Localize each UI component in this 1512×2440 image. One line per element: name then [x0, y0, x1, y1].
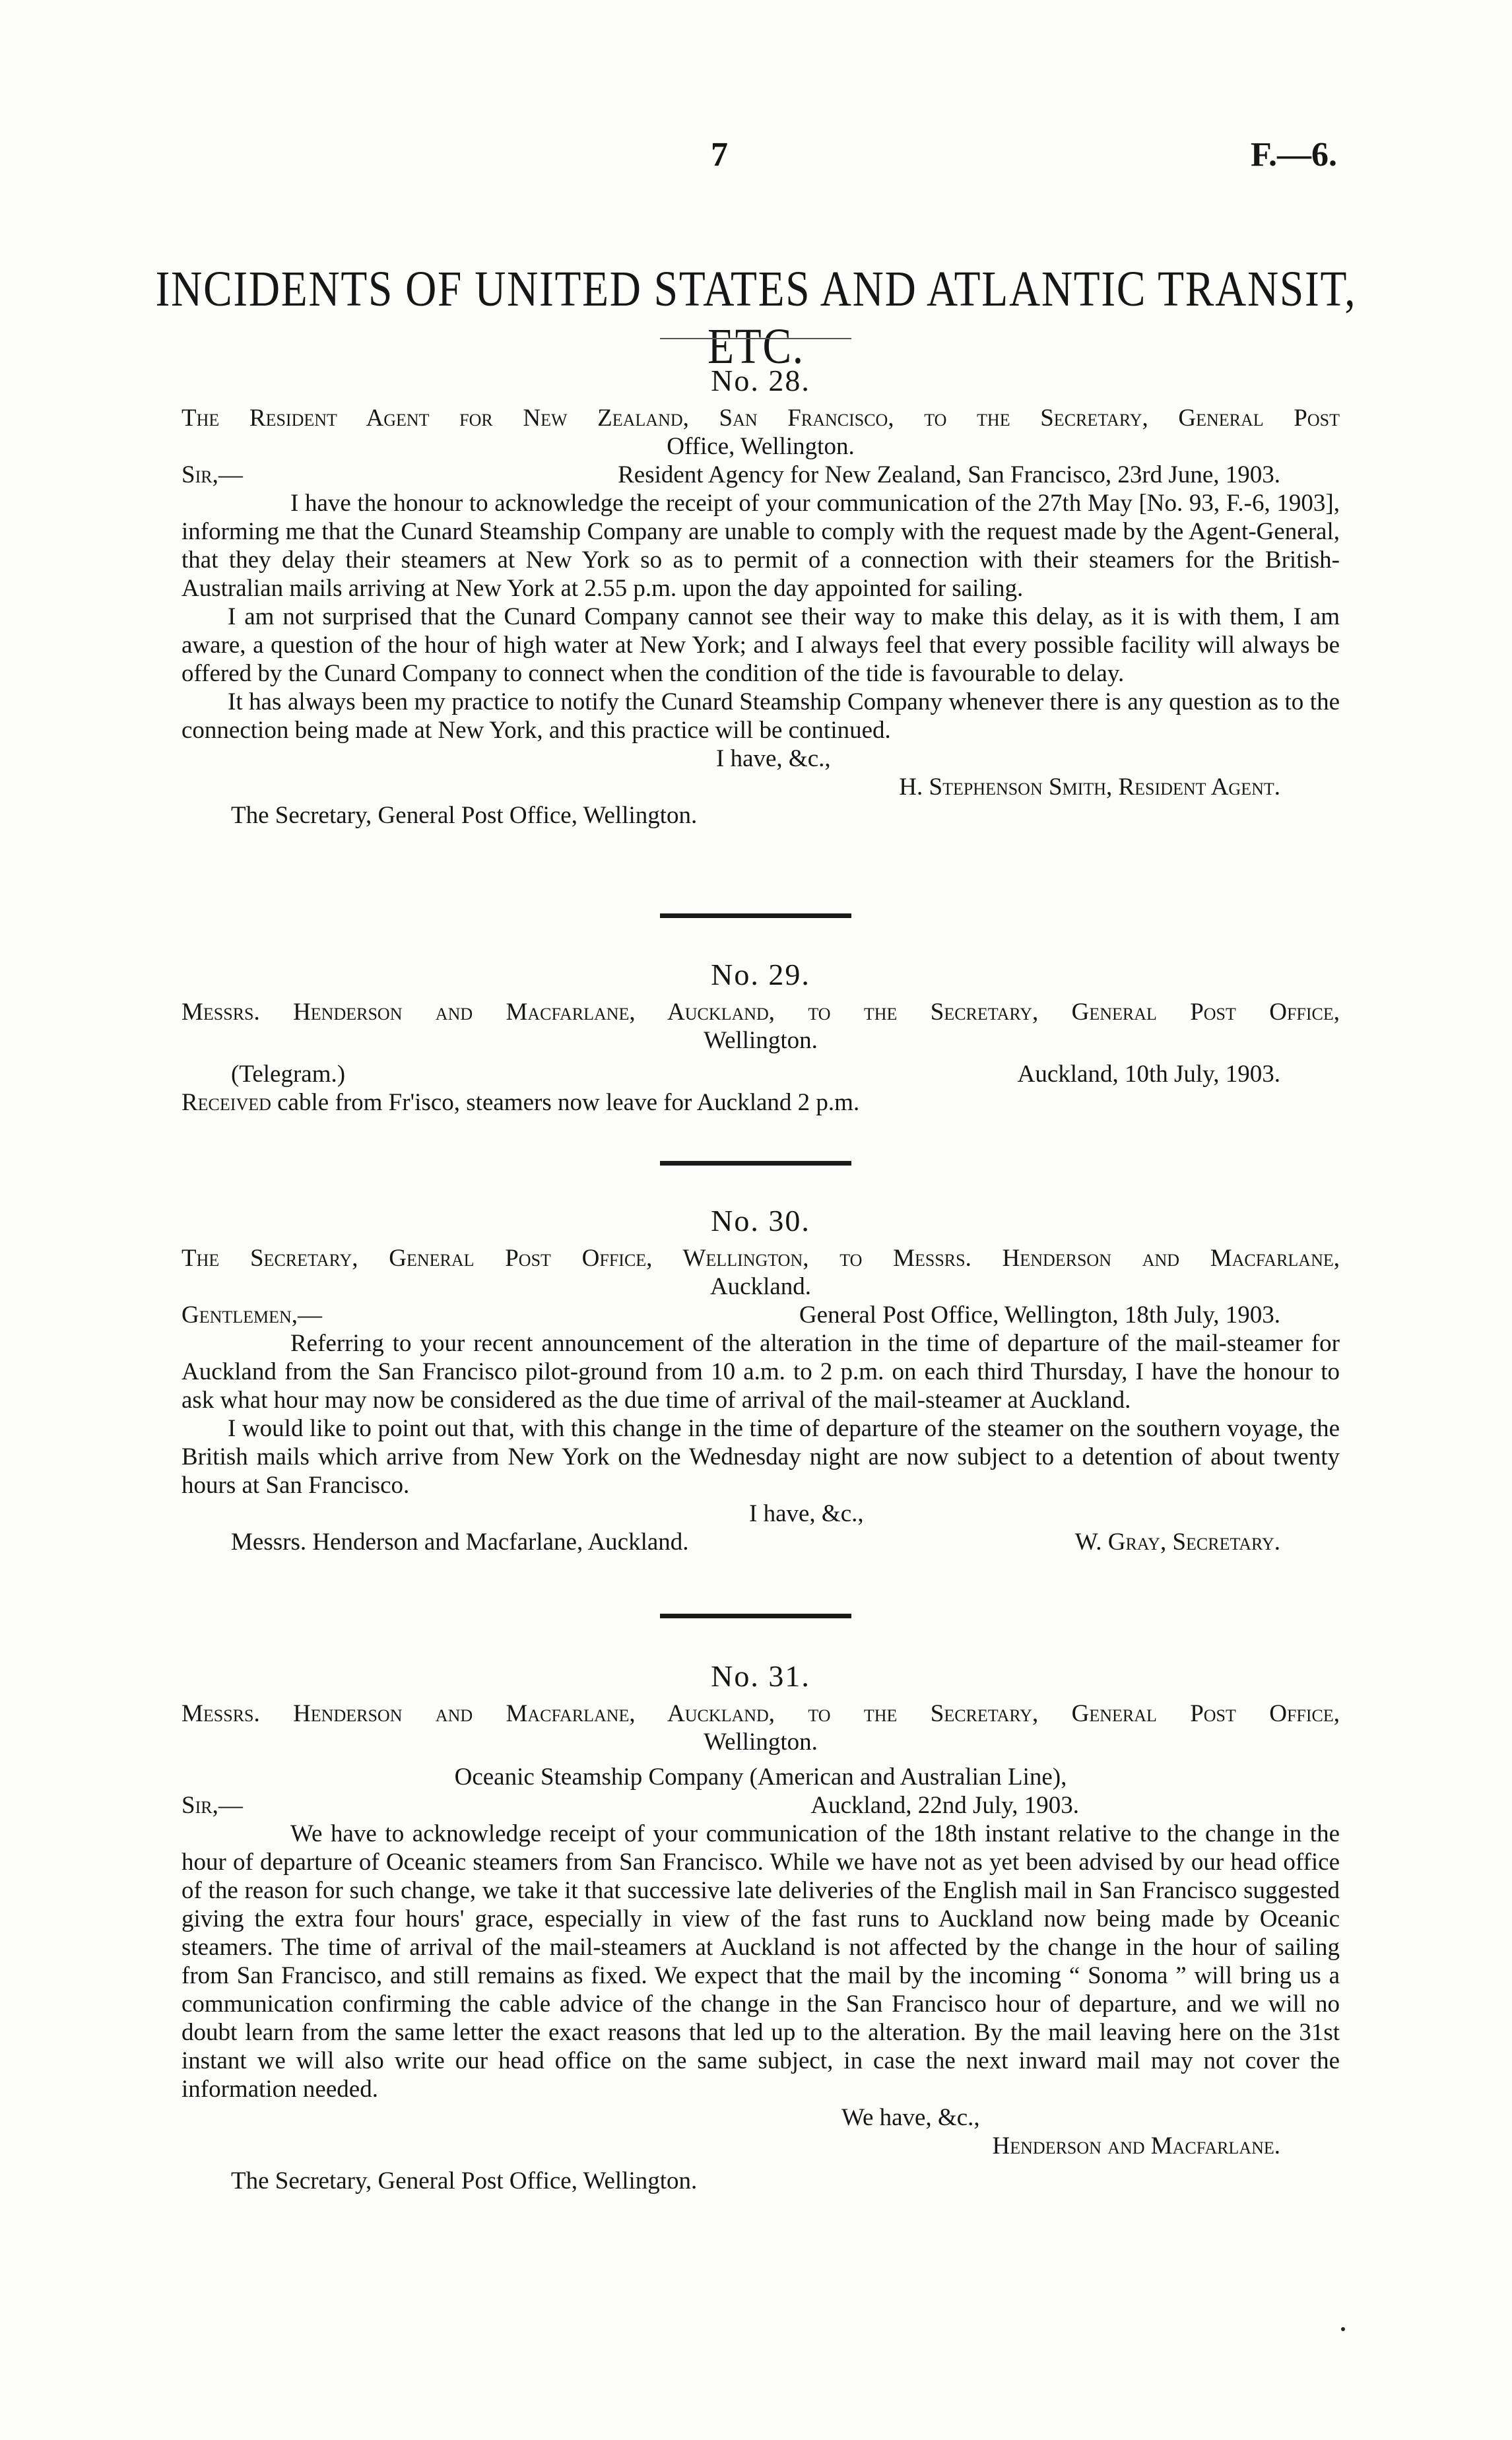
section-divider [660, 1161, 851, 1166]
dateline: Resident Agency for New Zealand, San Francisco, 23rd June, 1903. [618, 461, 1280, 488]
signature: H. Stephenson Smith, Resident Agent. [899, 774, 1280, 801]
addressee: The Secretary, General Post Office, Wellington. [231, 2167, 698, 2194]
telegram-text: cable from Fr'isco, steamers now leave for Auckland 2 p.m. [277, 1089, 860, 1116]
paragraph: It has always been my practice to notify the Cunard Steamship Company whenever there is any question as to the connection being made at New York, and this practice will be continued. [181, 688, 1340, 744]
section-divider [660, 1614, 851, 1618]
main-title: INCIDENTS OF UNITED STATES AND ATLANTIC TRANSIT, ETC. [155, 261, 1357, 374]
addressee: Messrs. Henderson and Macfarlane, Auckland. [231, 1529, 689, 1556]
signature: Henderson and Macfarlane. [992, 2132, 1280, 2160]
section-number: No. 28. [711, 364, 810, 397]
section-no-30 [181, 1206, 1340, 1556]
paragraph: Referring to your recent announcement of the alteration in the time of departure of the mail-steamer for Auckland from the San Francisco pilot-ground from 10 a.m. to 2 p.m. on each third Thursday, I have the honour to ask what hour may now be considered as the due time of arrival of the mail-steamer at Auckland. [181, 1330, 1340, 1414]
title-rule [660, 338, 851, 339]
document-reference: F.—6. [1251, 136, 1337, 174]
closing: I have, &c., [749, 1500, 864, 1527]
section-heading: Messrs. Henderson and Macfarlane, Auckland, to the Secretary, General Post Office, [181, 1700, 1340, 1727]
section-number: No. 30. [711, 1204, 810, 1237]
salutation: Gentlemen,— [181, 1302, 323, 1329]
dateline-date: Auckland, 22nd July, 1903. [810, 1792, 1079, 1819]
dateline: Oceanic Steamship Company (American and Australian Line), [454, 1764, 1067, 1791]
section-heading-cont: Auckland. [709, 1273, 812, 1300]
closing: We have, &c., [841, 2104, 980, 2131]
section-number: No. 29. [711, 958, 810, 991]
signature-row [181, 1528, 1340, 1556]
salutation-row [181, 1301, 1340, 1329]
paragraph: I have the honour to acknowledge the receipt of your communication of the 27th May [No. 93, F.-6, 1903], informing me that the Cunard Steamship Company are unable to comply with the request made by the Agent-General, that they delay their steamers at New York so as to permit of a connection with their steamers for the British-Australian mails arriving at New York at 2.55 p.m. upon the day appointed for sailing. [181, 490, 1340, 602]
section-number: No. 31. [711, 1659, 810, 1693]
paragraph: I would like to point out that, with this change in the time of departure of the steamer on the southern voyage, the British mails which arrive from New York on the Wednesday night are now subject to a detention of about twenty hours at San Francisco. [181, 1415, 1340, 1499]
salutation: Sir,— [181, 461, 243, 488]
section-no-31 [181, 1659, 1340, 2195]
signature: W. Gray, Secretary. [1074, 1529, 1280, 1556]
section-no-28 [181, 366, 1340, 830]
dateline: Auckland, 10th July, 1903. [1017, 1061, 1280, 1088]
section-heading-cont: Wellington. [704, 1729, 818, 1756]
section-heading: Messrs. Henderson and Macfarlane, Auckland, to the Secretary, General Post Office, [181, 999, 1340, 1026]
salutation-row [181, 461, 1340, 489]
telegram-body [181, 1088, 1340, 1117]
dateline: General Post Office, Wellington, 18th July, 1903. [799, 1302, 1280, 1329]
section-heading: The Secretary, General Post Office, Wellington, to Messrs. Henderson and Macfarlane, [181, 1245, 1340, 1272]
salutation: Sir,— [181, 1792, 243, 1819]
paragraph: I am not surprised that the Cunard Company cannot see their way to make this delay, as it is with them, I am aware, a question of the hour of high water at New York; and I always feel that every possible facility will always be offered by the Cunard Company to connect when the condition of the tide is favourable to delay. [181, 603, 1340, 687]
section-no-29 [181, 960, 1340, 1117]
section-heading-cont: Wellington. [704, 1027, 818, 1054]
telegram-row [181, 1060, 1340, 1088]
closing: I have, &c., [716, 745, 831, 772]
addressee: The Secretary, General Post Office, Wellington. [231, 802, 698, 829]
section-divider [660, 913, 851, 918]
telegram-lead-word: Received [181, 1089, 271, 1116]
section-heading-cont: Office, Wellington. [667, 433, 855, 460]
page-number: 7 [711, 136, 728, 174]
paragraph: We have to acknowledge receipt of your communication of the 18th instant relative to the change in the hour of departure of Oceanic steamers from San Francisco. While we have not as yet been advised by our head office of the reason for such change, we take it that successive late deliveries of the English mail in San Francisco suggested giving the extra four hours' grace, especially in view of the fast runs to Auckland now being made by Oceanic steamers. The time of arrival of the mail-steamers at Auckland is not affected by the change in the hour of sailing from San Francisco, and still remains as fixed. We expect that the mail by the incoming “ Sonoma ” will bring us a communication confirming the cable advice of the change in the San Francisco hour of departure, and we will no doubt learn from the same letter the exact reasons that led up to the alteration. By the mail leaving here on the 31st instant we will also write our head office on the same subject, in case the next inward mail may not cover the information needed. [181, 1820, 1340, 2103]
print-speck [1341, 2327, 1345, 2331]
telegram-label: (Telegram.) [231, 1061, 346, 1088]
salutation-row [181, 1791, 1340, 1820]
section-heading: The Resident Agent for New Zealand, San Francisco, to the Secretary, General Post [181, 405, 1340, 432]
